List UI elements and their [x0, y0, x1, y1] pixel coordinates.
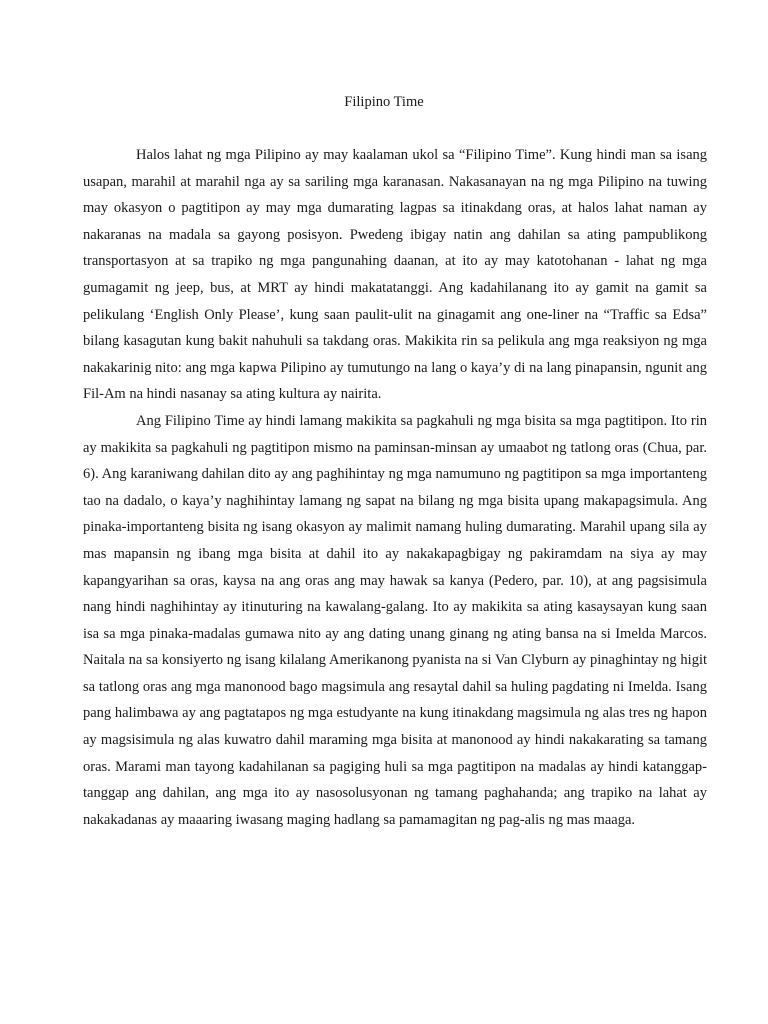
document-title: Filipino Time [344, 94, 424, 110]
paragraph-2: Ang Filipino Time ay hindi lamang makikita sa pagkahuli ng mga bisita sa mga pagtitipon. Ito rin ay makikita sa pagkahuli ng pagtitipon mismo na paminsan-minsan ay umaabot ng tatlong oras (Chua, par. 6). Ang karaniwang dahilan dito ay ang paghihintay ng mga namumuno ng pagtitipon sa mga importanteng tao na dadalo, o kaya’y naghihintay lamang ng sapat na bilang ng mga bisita upang makapagsimula. Ang pinaka-importanteng bisita ng isang okasyon ay malimit namang huling dumarating. Marahil upang sila ay mas mapansin ng ibang mga bisita at dahil ito ay nakakapagbigay ng pakiramdam na siya ay may kapangyarihan sa oras, kaysa na ang oras ang may hawak sa kanya (Pedero, par. 10), at ang pagsisimula nang hindi naghihintay ay itinuturing na kawalang-galang. Ito ay makikita sa ating kasaysayan kung saan isa sa mga pinaka-madalas gumawa nito ay ang dating unang ginang ng ating bansa na si Imelda Marcos. Naitala na sa konsiyerto ng isang kilalang Amerikanong pyanista na si Van Clyburn ay pinaghintay ng higit sa tatlong oras ang mga manonood bago magsimula ang resaytal dahil sa huling pagdating ni Imelda. Isang pang halimbawa ay ang pagtatapos ng mga estudyante na kung itinakdang magsimula ng alas tres ng hapon ay magsisimula ng alas kuwatro dahil maraming mga bisita at manonood ay hindi nakakarating sa tamang oras. Marami man tayong kadahilanan sa pagiging huli sa mga pagtitipon na madalas ay hindi katanggap-tanggap ang dahilan, ang mga ito ay nasosolusyonan ng tamang paghahanda; ang trapiko na lahat ay nakakadanas ay maaaring iwasang maging hadlang sa pamamagitan ng pag-alis ng mas maaga. [83, 412, 707, 828]
paragraph-1: Halos lahat ng mga Pilipino ay may kaalaman ukol sa “Filipino Time”. Kung hindi man sa isang usapan, marahil at marahil nga ay sa sariling mga karanasan. Nakasanayan na ng mga Pilipino na tuwing may okasyon o pagtitipon ay may mga dumarating lagpas sa itinakdang oras, at halos lahat naman ay nakaranas na madala sa gayong posisyon. Pwedeng ibigay natin ang dahilan sa ating pampublikong transportasyon at sa trapiko ng mga pangunahing daanan, at ito ay may katotohanan - lahat ng mga gumagamit ng jeep, bus, at MRT ay hindi makatatanggi. Ang kadahilanang ito ay gamit na gamit sa pelikulang ‘English Only Please’, kung saan paulit-ulit na ginagamit ang one-liner na “Traffic sa Edsa” bilang kasagutan kung bakit nahuhuli sa takdang oras. Makikita rin sa pelikula ang mga reaksiyon ng mga nakakarinig nito: ang mga kapwa Pilipino ay tumutungo na lang o kaya’y di na lang pinapansin, ngunit ang Fil-Am na hindi nasanay sa ating kultura ay nairita. [83, 147, 707, 403]
document-body [83, 142, 707, 833]
